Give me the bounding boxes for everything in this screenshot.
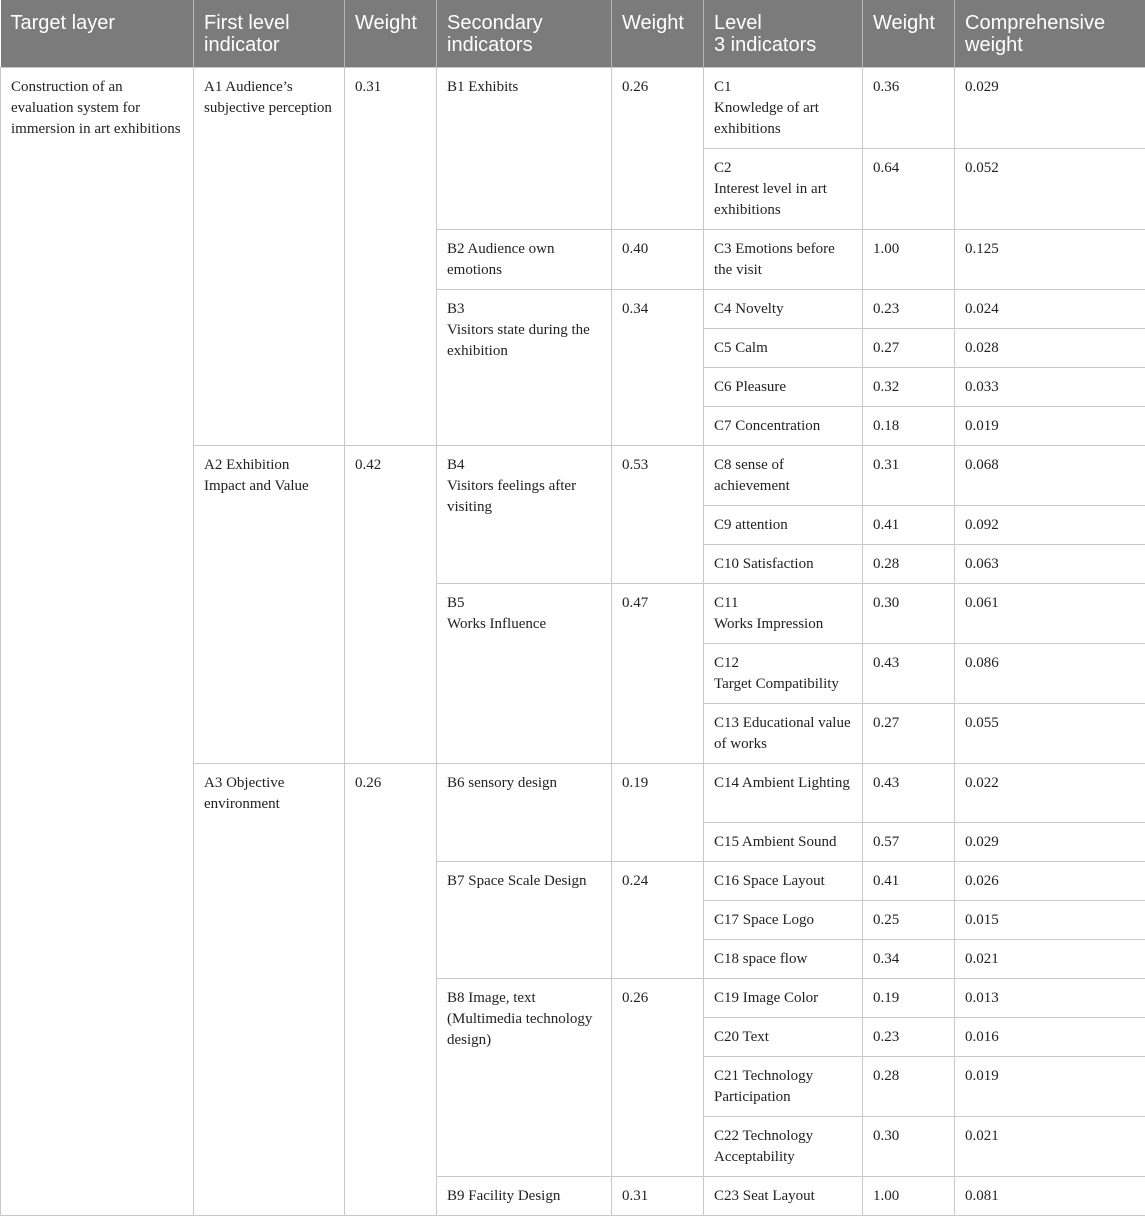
c1-label: C1 Knowledge of art exhibitions <box>704 68 863 149</box>
header-comprehensive-weight: Comprehensive weight <box>955 0 1145 68</box>
c18-label: C18 space flow <box>704 940 863 979</box>
c22-label: C22 Technology Acceptability <box>704 1117 863 1177</box>
c9-comprehensive: 0.092 <box>955 506 1145 545</box>
table-row <box>1 68 1145 149</box>
b1-weight: 0.26 <box>612 68 704 230</box>
a2-label: A2 Exhibition Impact and Value <box>194 446 345 764</box>
c11-weight: 0.30 <box>863 584 955 644</box>
c10-label: C10 Satisfaction <box>704 545 863 584</box>
c4-weight: 0.23 <box>863 290 955 329</box>
c9-weight: 0.41 <box>863 506 955 545</box>
c14-label: C14 Ambient Lighting <box>704 764 863 823</box>
c8-comprehensive: 0.068 <box>955 446 1145 506</box>
c20-weight: 0.23 <box>863 1018 955 1057</box>
c3-label: C3 Emotions before the visit <box>704 230 863 290</box>
c3-comprehensive: 0.125 <box>955 230 1145 290</box>
c16-label: C16 Space Layout <box>704 862 863 901</box>
c8-weight: 0.31 <box>863 446 955 506</box>
b5-weight: 0.47 <box>612 584 704 764</box>
c8-label: C8 sense of achievement <box>704 446 863 506</box>
c21-comprehensive: 0.019 <box>955 1057 1145 1117</box>
header-level3: Level 3 indicators <box>704 0 863 68</box>
a2-weight: 0.42 <box>345 446 437 764</box>
c2-weight: 0.64 <box>863 149 955 230</box>
b2-label: B2 Audience own emotions <box>437 230 612 290</box>
c11-label: C11 Works Impression <box>704 584 863 644</box>
c12-label: C12 Target Compatibility <box>704 644 863 704</box>
c5-comprehensive: 0.028 <box>955 329 1145 368</box>
c19-label: C19 Image Color <box>704 979 863 1018</box>
c22-weight: 0.30 <box>863 1117 955 1177</box>
header-target-layer: Target layer <box>1 0 194 68</box>
c23-label: C23 Seat Layout <box>704 1177 863 1216</box>
c7-label: C7 Concentration <box>704 407 863 446</box>
c21-weight: 0.28 <box>863 1057 955 1117</box>
c10-weight: 0.28 <box>863 545 955 584</box>
c18-comprehensive: 0.021 <box>955 940 1145 979</box>
c21-label: C21 Technology Participation <box>704 1057 863 1117</box>
c16-weight: 0.41 <box>863 862 955 901</box>
b5-label: B5 Works Influence <box>437 584 612 764</box>
b4-weight: 0.53 <box>612 446 704 584</box>
target-layer-cell: Construction of an evaluation system for immersion in art exhibitions <box>1 68 194 1216</box>
c17-label: C17 Space Logo <box>704 901 863 940</box>
c4-label: C4 Novelty <box>704 290 863 329</box>
c20-comprehensive: 0.016 <box>955 1018 1145 1057</box>
c11-comprehensive: 0.061 <box>955 584 1145 644</box>
c19-comprehensive: 0.013 <box>955 979 1145 1018</box>
c13-comprehensive: 0.055 <box>955 704 1145 764</box>
c10-comprehensive: 0.063 <box>955 545 1145 584</box>
c6-comprehensive: 0.033 <box>955 368 1145 407</box>
c16-comprehensive: 0.026 <box>955 862 1145 901</box>
c15-weight: 0.57 <box>863 823 955 862</box>
c22-comprehensive: 0.021 <box>955 1117 1145 1177</box>
b4-label: B4 Visitors feelings after visiting <box>437 446 612 584</box>
c14-comprehensive: 0.022 <box>955 764 1145 823</box>
a1-label: A1 Audience’s subjective perception <box>194 68 345 446</box>
c18-weight: 0.34 <box>863 940 955 979</box>
c12-comprehensive: 0.086 <box>955 644 1145 704</box>
b1-label: B1 Exhibits <box>437 68 612 230</box>
c20-label: C20 Text <box>704 1018 863 1057</box>
c19-weight: 0.19 <box>863 979 955 1018</box>
c1-comprehensive: 0.029 <box>955 68 1145 149</box>
c9-label: C9 attention <box>704 506 863 545</box>
c15-label: C15 Ambient Sound <box>704 823 863 862</box>
b8-weight: 0.26 <box>612 979 704 1177</box>
c6-weight: 0.32 <box>863 368 955 407</box>
c7-comprehensive: 0.019 <box>955 407 1145 446</box>
c5-label: C5 Calm <box>704 329 863 368</box>
c23-comprehensive: 0.081 <box>955 1177 1145 1216</box>
c17-weight: 0.25 <box>863 901 955 940</box>
c2-comprehensive: 0.052 <box>955 149 1145 230</box>
header-row <box>1 0 1145 68</box>
c12-weight: 0.43 <box>863 644 955 704</box>
c23-weight: 1.00 <box>863 1177 955 1216</box>
b7-weight: 0.24 <box>612 862 704 979</box>
a3-weight: 0.26 <box>345 764 437 1216</box>
b9-label: B9 Facility Design <box>437 1177 612 1216</box>
c17-comprehensive: 0.015 <box>955 901 1145 940</box>
b8-label: B8 Image, text (Multimedia technology design) <box>437 979 612 1177</box>
a1-weight: 0.31 <box>345 68 437 446</box>
c4-comprehensive: 0.024 <box>955 290 1145 329</box>
c6-label: C6 Pleasure <box>704 368 863 407</box>
b3-label: B3 Visitors state during the exhibition <box>437 290 612 446</box>
c2-label: C2 Interest level in art exhibitions <box>704 149 863 230</box>
c13-weight: 0.27 <box>863 704 955 764</box>
c7-weight: 0.18 <box>863 407 955 446</box>
a3-label: A3 Objective environment <box>194 764 345 1216</box>
header-weight-first: Weight <box>345 0 437 68</box>
b9-weight: 0.31 <box>612 1177 704 1216</box>
header-weight-secondary: Weight <box>612 0 704 68</box>
header-weight-level3: Weight <box>863 0 955 68</box>
c13-label: C13 Educational value of works <box>704 704 863 764</box>
header-secondary: Secondary indicators <box>437 0 612 68</box>
b7-label: B7 Space Scale Design <box>437 862 612 979</box>
b6-weight: 0.19 <box>612 764 704 862</box>
b2-weight: 0.40 <box>612 230 704 290</box>
c1-weight: 0.36 <box>863 68 955 149</box>
header-first-level: First level indicator <box>194 0 345 68</box>
c15-comprehensive: 0.029 <box>955 823 1145 862</box>
c3-weight: 1.00 <box>863 230 955 290</box>
c5-weight: 0.27 <box>863 329 955 368</box>
b3-weight: 0.34 <box>612 290 704 446</box>
b6-label: B6 sensory design <box>437 764 612 862</box>
c14-weight: 0.43 <box>863 764 955 823</box>
